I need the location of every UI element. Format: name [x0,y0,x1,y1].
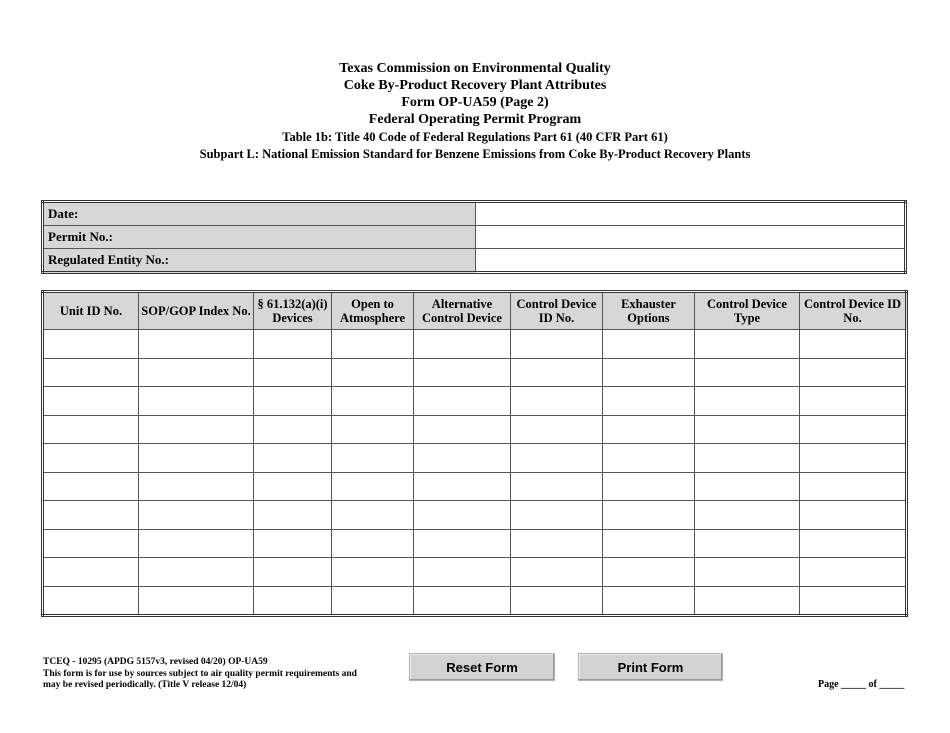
table-cell-input[interactable] [511,586,603,616]
col-control-device-id: Control Device ID No. [511,292,603,330]
col-sop-gop-index: SOP/GOP Index No. [139,292,254,330]
table-row [43,415,907,444]
regulated-entity-label: Regulated Entity No.: [43,249,476,273]
date-field[interactable] [476,202,906,226]
table-cell-input[interactable] [603,501,695,530]
table-row [43,387,907,416]
subpart-title: Subpart L: National Emission Standard for Benzene Emissions from Coke By-Product Recovery Plants [199,147,751,161]
table-title: Table 1b: Title 40 Code of Federal Regulations Part 61 (40 CFR Part 61) [282,130,668,144]
reset-form-button[interactable]: Reset Form [409,653,555,681]
table-cell-input[interactable] [332,586,414,616]
table-cell-input[interactable] [695,330,800,359]
table-cell-input[interactable] [414,558,511,587]
table-cell-input[interactable] [332,330,414,359]
table-cell-input[interactable] [800,330,907,359]
table-cell-input[interactable] [139,529,254,558]
table-cell-input[interactable] [603,472,695,501]
table-cell-input[interactable] [695,358,800,387]
table-cell-input[interactable] [139,330,254,359]
col-control-device-id-2: Control Device ID No. [800,292,907,330]
col-61-132-devices: § 61.132(a)(i) Devices [254,292,332,330]
table-cell-input[interactable] [254,387,332,416]
page-number: Page _____ of _____ [818,679,905,690]
print-form-button[interactable]: Print Form [578,653,723,681]
table-cell-input[interactable] [603,586,695,616]
table-cell-input[interactable] [603,358,695,387]
table-cell-input[interactable] [695,472,800,501]
table-cell-input[interactable] [511,387,603,416]
form-title: Coke By-Product Recovery Plant Attributes [343,78,607,93]
table-cell-input[interactable] [603,387,695,416]
table-cell-input[interactable] [139,586,254,616]
table-row [43,444,907,473]
table-cell-input[interactable] [332,558,414,587]
table-cell-input[interactable] [414,586,511,616]
col-alternative-control-device: Alternative Control Device [414,292,511,330]
table-cell-input[interactable] [511,358,603,387]
table-cell-input[interactable] [332,501,414,530]
table-cell-input[interactable] [43,387,139,416]
table-cell-input[interactable] [254,415,332,444]
table-cell-input[interactable] [511,330,603,359]
table-cell-input[interactable] [332,415,414,444]
table-cell-input[interactable] [332,387,414,416]
table-cell-input[interactable] [414,444,511,473]
col-open-to-atmosphere: Open to Atmosphere [332,292,414,330]
table-cell-input[interactable] [254,501,332,530]
table-cell-input[interactable] [43,558,139,587]
table-cell-input[interactable] [332,358,414,387]
table-row [43,558,907,587]
table-cell-input[interactable] [139,444,254,473]
table-cell-input[interactable] [800,358,907,387]
table-cell-input[interactable] [254,358,332,387]
table-cell-input[interactable] [511,444,603,473]
table-cell-input[interactable] [800,472,907,501]
table-cell-input[interactable] [43,415,139,444]
table-row [43,529,907,558]
date-label: Date: [43,202,476,226]
table-cell-input[interactable] [139,387,254,416]
table-cell-input[interactable] [511,529,603,558]
table-cell-input[interactable] [139,501,254,530]
table-cell-input[interactable] [332,444,414,473]
table-cell-input[interactable] [800,444,907,473]
permit-number-label: Permit No.: [43,226,476,249]
table-cell-input[interactable] [695,529,800,558]
table-cell-input[interactable] [800,501,907,530]
table-cell-input[interactable] [332,472,414,501]
table-cell-input[interactable] [43,358,139,387]
table-cell-input[interactable] [695,444,800,473]
table-cell-input[interactable] [800,415,907,444]
table-cell-input[interactable] [254,586,332,616]
table-row [43,586,907,616]
form-id: Form OP-UA59 (Page 2) [401,95,549,110]
table-cell-input[interactable] [511,415,603,444]
table-cell-input[interactable] [43,330,139,359]
col-exhauster-options: Exhauster Options [603,292,695,330]
table-cell-input[interactable] [800,558,907,587]
attributes-table [41,290,908,617]
table-cell-input[interactable] [800,529,907,558]
table-cell-input[interactable] [43,529,139,558]
permit-info-table [41,200,907,274]
table-cell-input[interactable] [511,501,603,530]
footer-note-2: may be revised periodically. (Title V release 12/04) [43,680,247,690]
table-cell-input[interactable] [254,558,332,587]
col-unit-id: Unit ID No. [43,292,139,330]
table-cell-input[interactable] [414,387,511,416]
table-cell-input[interactable] [603,558,695,587]
table-cell-input[interactable] [414,415,511,444]
table-cell-input[interactable] [139,558,254,587]
table-cell-input[interactable] [254,529,332,558]
footer-note-1: This form is for use by sources subject to air quality permit requirements and [43,668,357,679]
table-cell-input[interactable] [139,472,254,501]
table-cell-input[interactable] [43,586,139,616]
table-cell-input[interactable] [695,558,800,587]
regulated-entity-field[interactable] [476,249,906,273]
table-row [43,501,907,530]
form-header [0,60,950,163]
table-cell-input[interactable] [414,330,511,359]
table-cell-input[interactable] [414,529,511,558]
program-name: Federal Operating Permit Program [368,112,582,127]
table-cell-input[interactable] [695,387,800,416]
table-cell-input[interactable] [603,330,695,359]
table-cell-input[interactable] [414,501,511,530]
table-cell-input[interactable] [511,558,603,587]
table-cell-input[interactable] [603,444,695,473]
table-cell-input[interactable] [695,586,800,616]
table-row [43,330,907,359]
table-cell-input[interactable] [603,529,695,558]
table-cell-input[interactable] [414,472,511,501]
agency-name: Texas Commission on Environmental Quality [339,61,611,76]
table-cell-input[interactable] [414,358,511,387]
table-cell-input[interactable] [800,586,907,616]
table-cell-input[interactable] [43,501,139,530]
col-control-device-type: Control Device Type [695,292,800,330]
table-cell-input[interactable] [254,330,332,359]
form-footer [43,657,357,692]
table-row [43,472,907,501]
table-cell-input[interactable] [603,415,695,444]
table-cell-input[interactable] [332,529,414,558]
table-cell-input[interactable] [695,501,800,530]
table-cell-input[interactable] [695,415,800,444]
table-cell-input[interactable] [511,472,603,501]
table-cell-input[interactable] [139,358,254,387]
table-cell-input[interactable] [254,444,332,473]
table-cell-input[interactable] [800,387,907,416]
table-cell-input[interactable] [43,444,139,473]
permit-number-field[interactable] [476,226,906,249]
table-cell-input[interactable] [139,415,254,444]
table-row [43,358,907,387]
table-cell-input[interactable] [254,472,332,501]
table-cell-input[interactable] [43,472,139,501]
form-number: TCEQ - 10295 (APDG 5157v3, revised 04/20) OP-UA59 [43,657,268,667]
